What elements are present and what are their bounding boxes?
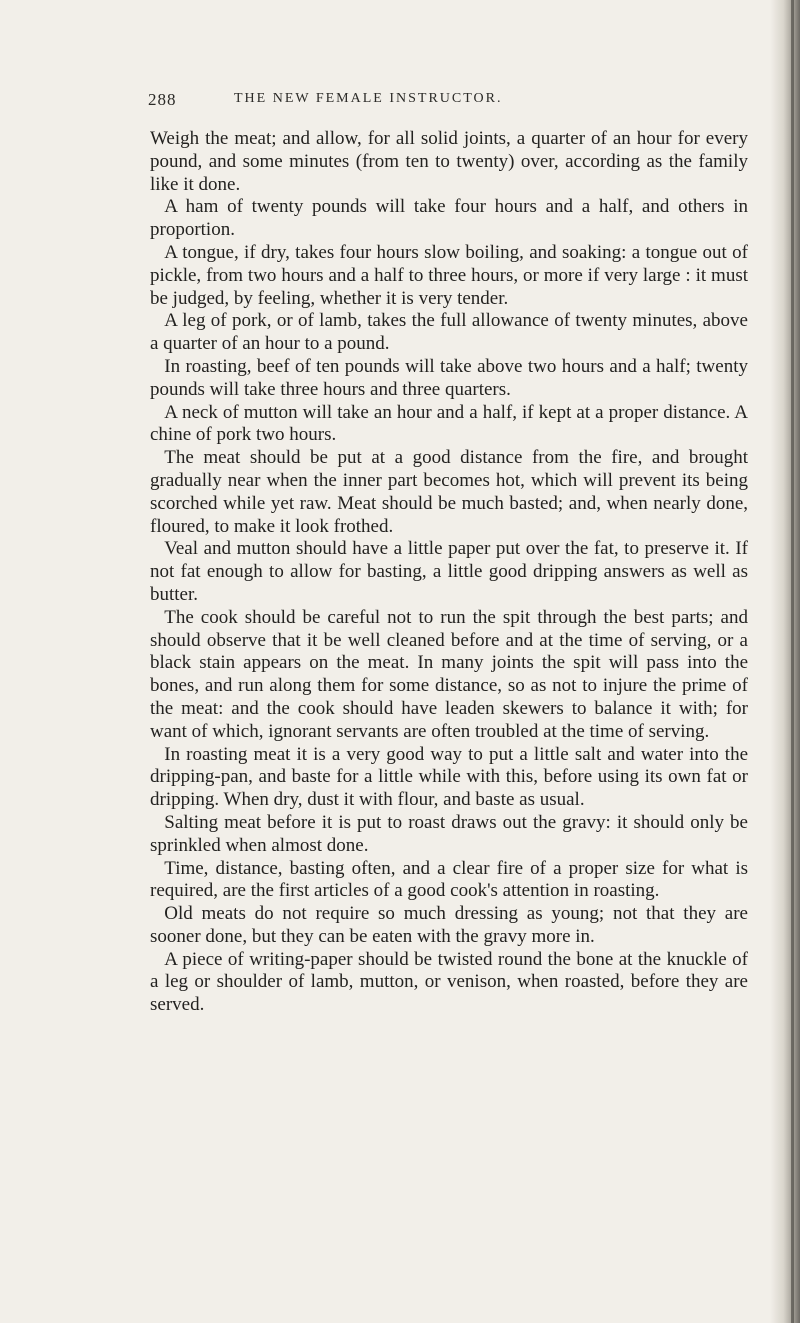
paragraph: A piece of writing-paper should be twisted round the bone at the knuckle of a leg or shoulder of lamb, mutton, or venison, when roasted, before they are served.: [150, 948, 748, 1016]
paragraph: Veal and mutton should have a little paper put over the fat, to preserve it. If not fat enough to allow for basting, a little good dripping answers as well as butter.: [150, 538, 748, 605]
paragraph: A leg of pork, or of lamb, takes the full allowance of twenty minutes, above a quarter of an hour to a pound.: [150, 310, 748, 355]
paragraph: A ham of twenty pounds will take four hours and a half, and others in proportion.: [150, 196, 748, 241]
book-spine-shadow: [770, 0, 800, 1323]
book-spine-edge: [791, 0, 794, 1323]
paragraph: Time, distance, basting often, and a clear fire of a proper size for what is required, are the first articles of a good cook's attention in roasting.: [150, 857, 748, 902]
running-title: THE NEW FEMALE INSTRUCTOR.: [234, 91, 503, 106]
body-text: [150, 128, 748, 1017]
paragraph: In roasting, beef of ten pounds will take above two hours and a half; twenty pounds will take three hours and three quarters.: [150, 355, 748, 400]
paragraph: Weigh the meat; and allow, for all solid joints, a quarter of an hour for every pound, and some minutes (from ten to twenty) over, according as the family like it done.: [150, 128, 748, 195]
paragraph: The cook should be careful not to run the spit through the best parts; and should observe that it be well cleaned before and at the time of serving, or a black stain appears on the meat. In many joints the spit will pass into the bones, and run along them for some distance, so as not to injure the prime of the meat: and the cook should have leaden skewers to balance it with; for want of which, ignorant servants are often troubled at the time of serving.: [150, 606, 748, 742]
paragraph: In roasting meat it is a very good way to put a little salt and water into the dripping-pan, and baste for a little while with this, before using its own fat or dripping. When dry, dust it with flour, and baste as usual.: [150, 743, 748, 811]
paragraph: The meat should be put at a good distance from the fire, and brought gradually near when the inner part becomes hot, which will prevent its being scorched while yet raw. Meat should be much basted; and, when nearly done, floured, to make it look frothed.: [150, 447, 748, 537]
paragraph: Salting meat before it is put to roast draws out the gravy: it should only be sprinkled when almost done.: [150, 811, 748, 856]
paragraph: A neck of mutton will take an hour and a half, if kept at a proper distance. A chine of pork two hours.: [150, 401, 748, 446]
page-header: [148, 90, 708, 112]
page-number: 288: [148, 90, 177, 109]
paragraph: A tongue, if dry, takes four hours slow boiling, and soaking: a tongue out of pickle, from two hours and a half to three hours, or more if very large : it must be judged, by feeling, whether it is very tender.: [150, 241, 748, 309]
paragraph: Old meats do not require so much dressing as young; not that they are sooner done, but they can be eaten with the gravy more in.: [150, 903, 748, 947]
